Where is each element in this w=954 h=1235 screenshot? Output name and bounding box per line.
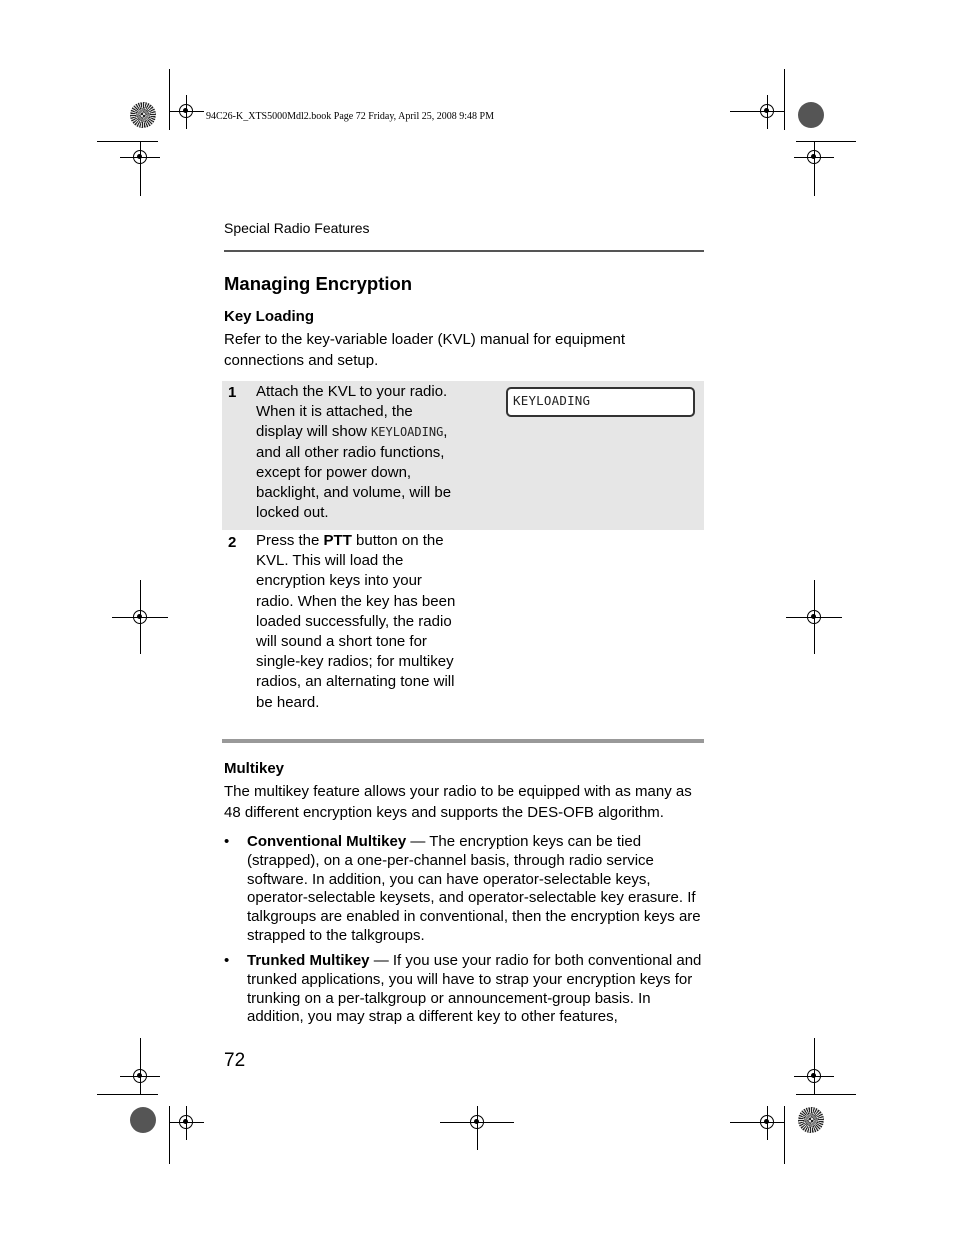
list-item-body: — The encryption keys can be tied (strapped), on a one-per-channel basis, through radio service software. In addition, you can have operator-selectable keys, operator-selectable keysets, and operator-selectable key erasure. If talkgroups are enabled in conventional, then the encryption keys are strapped to the talkgroups.: [247, 833, 701, 944]
list-item-title: Conventional Multikey: [247, 833, 407, 850]
step-text: [256, 531, 461, 713]
registration-mark-icon: [807, 1069, 821, 1083]
registration-mark-icon: [133, 610, 147, 624]
list-item-title: Trunked Multikey: [247, 952, 370, 969]
crop-mark: [784, 1106, 785, 1164]
multikey-heading: Multikey: [224, 760, 285, 777]
section-title: Managing Encryption: [224, 273, 413, 294]
step-number: 1: [228, 384, 237, 401]
registration-mark-icon: [179, 1115, 193, 1129]
registration-mark-icon: [133, 1069, 147, 1083]
crop-mark: [140, 1038, 141, 1094]
crop-mark: [796, 141, 856, 142]
registration-mark-icon: [807, 610, 821, 624]
ptt-button-label: PTT: [323, 532, 352, 549]
color-dial-icon: [130, 102, 156, 128]
bullet-icon: •: [224, 833, 230, 850]
page-number: 72: [224, 1050, 246, 1071]
multikey-intro: The multikey feature allows your radio to be equipped with as many as 48 different encryption keys and supports the DES-OFB algorithm.: [224, 783, 692, 821]
print-slug: 94C26-K_XTS5000Mdl2.book Page 72 Friday, April 25, 2008 9:48 PM: [206, 111, 494, 122]
crop-mark: [796, 1094, 856, 1095]
color-dial-icon: [798, 1107, 824, 1133]
step-number: 2: [228, 534, 237, 551]
step-row: [222, 530, 704, 740]
registration-mark-icon: [470, 1115, 484, 1129]
registration-mark-icon: [760, 104, 774, 118]
crop-mark: [730, 111, 784, 112]
radio-display-text: KEYLOADING: [513, 393, 591, 408]
step-text-part: button on the KVL. This will load the encryption keys into your radio. When the key has been loaded successfully, the radio will sound a short tone for single-key radios; for multikey radios, an alternating tone will be heard.: [256, 532, 456, 711]
list-item: [224, 952, 704, 1032]
step-text-part: Press the: [256, 532, 324, 549]
crop-mark: [730, 1122, 784, 1123]
registration-mark-icon: [179, 104, 193, 118]
list-item-text: [247, 952, 704, 1027]
list-item: [224, 833, 704, 947]
crop-mark: [97, 141, 158, 142]
crop-mark: [814, 1038, 815, 1094]
running-head: Special Radio Features: [224, 220, 370, 236]
crop-mark: [169, 1106, 170, 1164]
step-text-part: , and all other radio functions, except for power down, backlight, and volume, will be locked out.: [256, 423, 452, 522]
crop-mark: [97, 1094, 158, 1095]
step-row: [222, 381, 704, 530]
registration-mark-icon: [760, 1115, 774, 1129]
step-text-part: Attach the KVL to your radio. When it is attached, the display will show: [256, 383, 448, 441]
bullet-icon: •: [224, 952, 230, 969]
list-item-body: — If you use your radio for both conventional and trunked applications, you will have to strap your encryption keys for trunking on a per-talkgroup or announcement-group basis. In addition, you may strap a different key to other features,: [247, 952, 702, 1026]
step-text: [256, 382, 461, 523]
key-loading-heading: Key Loading: [224, 308, 315, 325]
color-dial-icon: [798, 102, 824, 128]
header-divider: [224, 250, 704, 252]
registration-mark-icon: [807, 150, 821, 164]
crop-mark: [784, 69, 785, 130]
color-dial-icon: [130, 1107, 156, 1133]
display-text-inline: KEYLOADING: [371, 425, 444, 440]
key-loading-intro: Refer to the key-variable loader (KVL) manual for equipment connections and setup.: [224, 331, 626, 369]
crop-mark: [169, 69, 170, 130]
registration-mark-icon: [133, 150, 147, 164]
table-bottom-rule: [222, 739, 704, 743]
radio-display: [506, 387, 695, 417]
list-item-text: [247, 833, 704, 946]
